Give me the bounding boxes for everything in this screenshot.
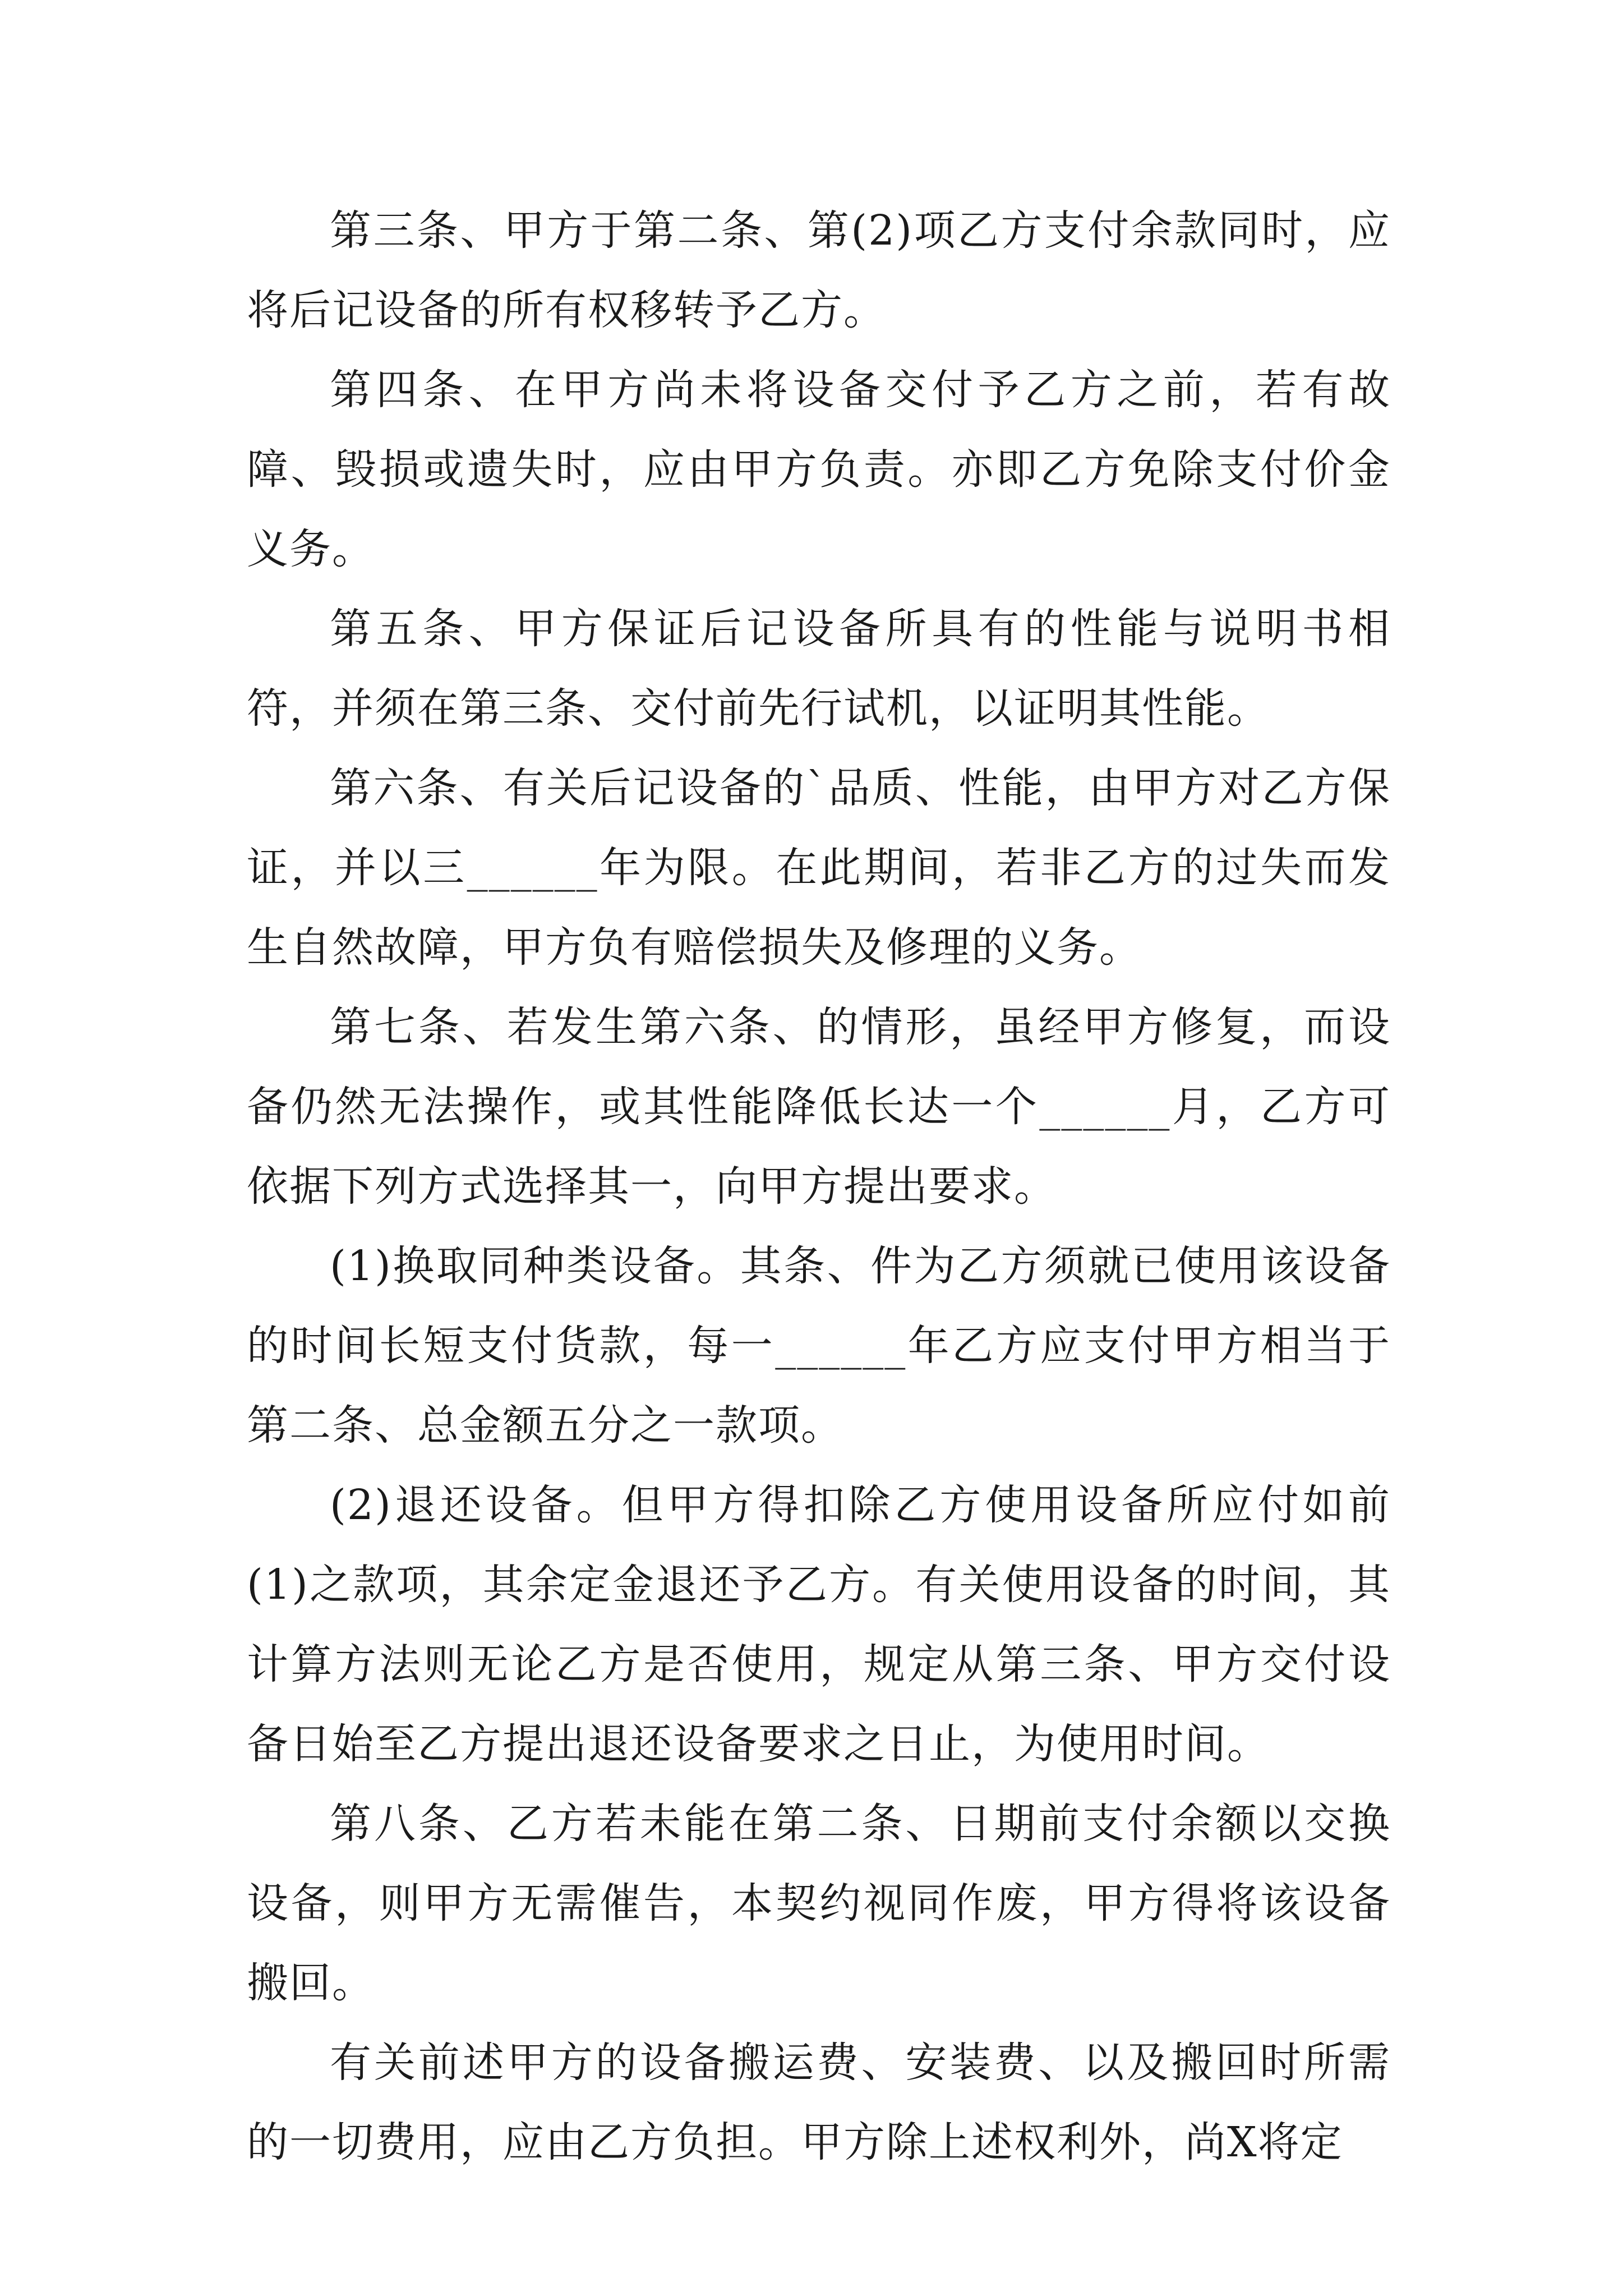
paragraph-article-6: 第六条、有关后记设备的`品质、性能，由甲方对乙方保证，并以三______年为限。在此期间，若非乙方的过失而发生自然故障，甲方负有赔偿损失及修理的义务。	[247, 764, 1391, 972]
document-body	[247, 191, 1391, 2182]
paragraph-article-8: 第八条、乙方若未能在第二条、日期前支付余额以交换设备，则甲方无需催告，本契约视同作废，甲方得将该设备搬回。	[247, 1800, 1391, 2007]
paragraph-expenses: 有关前述甲方的设备搬运费、安装费、以及搬回时所需的一切费用，应由乙方负担。甲方除上述权利外，尚X将定	[247, 2039, 1391, 2166]
paragraph-option-1: (1)换取同种类设备。其条、件为乙方须就已使用该设备的时间长短支付货款，每一______年乙方应支付甲方相当于第二条、总金额五分之一款项。	[247, 1242, 1391, 1450]
paragraph-option-2: (2)退还设备。但甲方得扣除乙方使用设备所应付如前(1)之款项，其余定金退还予乙方。有关使用设备的时间，其计算方法则无论乙方是否使用，规定从第三条、甲方交付设备日始至乙方提出退还设备要求之日止，为使用时间。	[247, 1481, 1391, 1768]
paragraph-article-5: 第五条、甲方保证后记设备所具有的性能与说明书相符，并须在第三条、交付前先行试机，以证明其性能。	[247, 605, 1391, 733]
paragraph-article-7: 第七条、若发生第六条、的情形，虽经甲方修复，而设备仍然无法操作，或其性能降低长达一个______月，乙方可依据下列方式选择其一，向甲方提出要求。	[247, 1003, 1391, 1211]
paragraph-article-3: 第三条、甲方于第二条、第(2)项乙方支付余款同时，应将后记设备的所有权移转予乙方。	[247, 206, 1391, 334]
paragraph-article-4: 第四条、在甲方尚未将设备交付予乙方之前，若有故障、毁损或遗失时，应由甲方负责。亦即乙方免除支付价金义务。	[247, 366, 1391, 573]
